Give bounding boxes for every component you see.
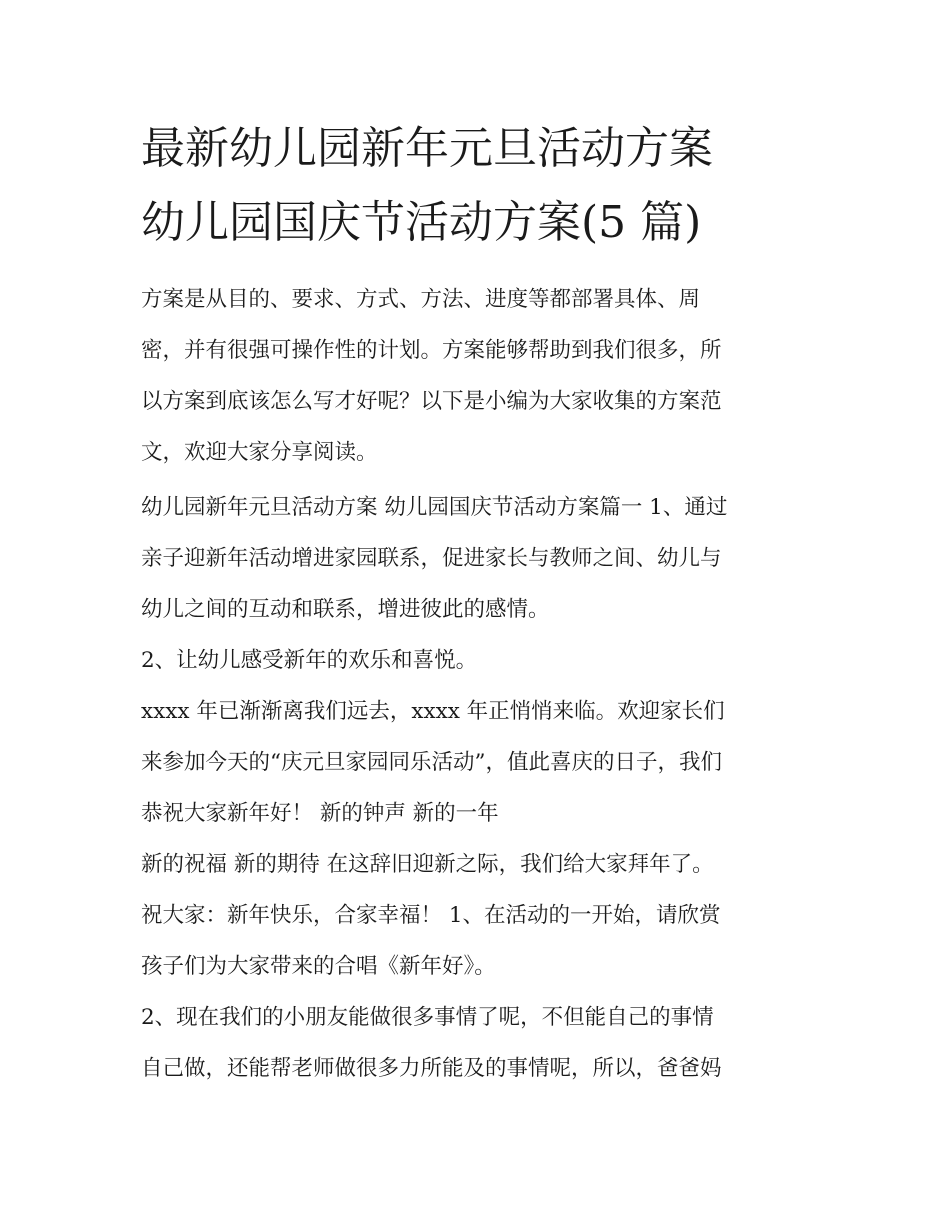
paragraph-line: 亲子迎新年活动增进家园联系，促进家长与教师之间、幼儿与 [141, 546, 722, 571]
paragraph-line: xxxx 年已渐渐离我们远去，xxxx 年正悄悄来临。欢迎家长们 [141, 699, 725, 724]
document-content [141, 112, 813, 1094]
paragraph-line: 自己做，还能帮老师做很多力所能及的事情呢，所以，爸爸妈 [141, 1056, 722, 1081]
paragraph-line: 来参加今天的“庆元旦家园同乐活动”，值此喜庆的日子，我们 [141, 750, 722, 775]
paragraph-line: 孩子们为大家带来的合唱《新年好》。 [141, 954, 496, 979]
document-title [141, 112, 813, 260]
paragraph-point-2 [141, 635, 813, 686]
paragraph-line: 密，并有很强可操作性的计划。方案能够帮助到我们很多，所 [141, 338, 722, 363]
paragraph-line: 2、现在我们的小朋友能做很多事情了呢，不但能自己的事情 [141, 1005, 714, 1030]
paragraph-line: 祝大家：新年快乐，合家幸福！ 1、在活动的一开始，请欣赏 [141, 903, 721, 928]
paragraph-line: 文，欢迎大家分享阅读。 [141, 440, 378, 465]
paragraph-line: 2、让幼儿感受新年的欢乐和喜悦。 [141, 648, 478, 673]
paragraph-line: 幼儿之间的互动和联系，增进彼此的感情。 [141, 597, 550, 622]
paragraph-line: 恭祝大家新年好！ 新的钟声 新的一年 [141, 801, 499, 826]
title-line-1: 最新幼儿园新年元旦活动方案 [141, 123, 713, 174]
paragraph-greeting [141, 686, 813, 992]
paragraph-line: 新的祝福 新的期待 在这辞旧迎新之际，我们给大家拜年了。 [141, 852, 714, 877]
title-line-2: 幼儿园国庆节活动方案(5 篇) [141, 197, 702, 248]
paragraph-line: 以方案到底该怎么写才好呢？以下是小编为大家收集的方案范 [141, 389, 722, 414]
paragraph-line: 幼儿园新年元旦活动方案 幼儿园国庆节活动方案篇一 1、通过 [141, 495, 728, 520]
paragraph-intro [141, 274, 813, 478]
paragraph-line: 方案是从目的、要求、方式、方法、进度等都部署具体、周 [141, 287, 701, 312]
paragraph-section-1 [141, 482, 813, 635]
paragraph-point-2b [141, 992, 813, 1094]
